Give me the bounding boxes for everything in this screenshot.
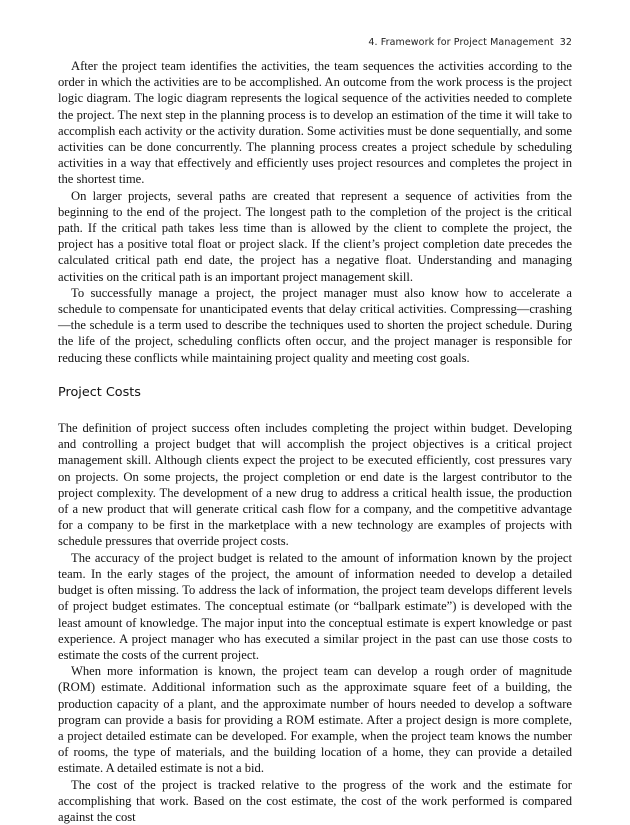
running-title: 4. Framework for Project Management bbox=[368, 37, 554, 48]
paragraph: On larger projects, several paths are created that represent a sequence of activities from the beginning to the end of the project. The longest path to the completion of the project is the critical path. If the critical path takes less time than is allowed by the client to complete the project, the project has a positive total float or project slack. If the client’s project completion date precedes the calculated critical path end date, the project has a negative float. Understanding and managing activities on the critical path is an important project management skill. bbox=[58, 188, 572, 284]
page-number: 32 bbox=[559, 37, 572, 48]
paragraph: The accuracy of the project budget is related to the amount of information known by the project team. In the early stages of the project, the amount of information needed to develop a detailed budget is often missing. To address the lack of information, the project team develops different levels of project budget estimates. The conceptual estimate (or “ballpark estimate”) is developed with the least amount of knowledge. The major input into the conceptual estimate is expert knowledge or past experience. A project manager who has executed a similar project in the past can use those costs to estimate the costs of the current project. bbox=[58, 550, 572, 662]
running-header bbox=[368, 37, 572, 48]
body-text bbox=[58, 58, 572, 825]
scheduling-section bbox=[58, 58, 572, 366]
paragraph: When more information is known, the project team can develop a rough order of magnitude (ROM) estimate. Additional information such as the approximate square feet of a building, the production capacity of a plant, and the approximate number of hours needed to develop a software program can provide a basis for providing a ROM estimate. After a project design is more complete, a project detailed estimate can be developed. For example, when the project team knows the number of rooms, the type of materials, and the building location of a home, they can provide a detailed estimate. A detailed estimate is not a bid. bbox=[58, 664, 572, 776]
section-heading: Project Costs bbox=[58, 384, 141, 400]
paragraph: After the project team identifies the activities, the team sequences the activities according to the order in which the activities are to be accomplished. An outcome from the work process is the project logic diagram. The logic diagram represents the logical sequence of the activities needed to complete the project. The next step in the planning process is to develop an estimation of the time it will take to accomplish each activity or the activity duration. Some activities must be done sequentially, and some activities can be done concurrently. The planning process creates a project schedule by scheduling activities in a way that effectively and efficiently uses project resources and completes the project in the shortest time. bbox=[58, 59, 572, 187]
paragraph: The cost of the project is tracked relative to the progress of the work and the estimate for accomplishing that work. Based on the cost estimate, the cost of the work performed is compared against the cost bbox=[58, 777, 572, 824]
project-costs-section bbox=[58, 420, 572, 825]
paragraph: To successfully manage a project, the project manager must also know how to accelerate a schedule to compensate for unanticipated events that delay critical activities. Compressing—crashing—the schedule is a term used to describe the techniques used to shorten the project schedule. During the life of the project, scheduling conflicts often occur, and the project manager is responsible for reducing these conflicts while maintaining project quality and meeting cost goals. bbox=[58, 285, 572, 365]
paragraph: The definition of project success often includes completing the project within budget. Developing and controlling a project budget that will accomplish the project objectives is a critical project management skill. Although clients expect the project to be executed efficiently, cost pressures vary on projects. On some projects, the project completion or end date is the largest contributor to the project complexity. The development of a new drug to address a critical health issue, the production of a new product that will generate critical cash flow for a company, and the competitive advantage for a company to be first in the marketplace with a new technology are examples of projects with schedule pressures that override project costs. bbox=[58, 421, 572, 549]
